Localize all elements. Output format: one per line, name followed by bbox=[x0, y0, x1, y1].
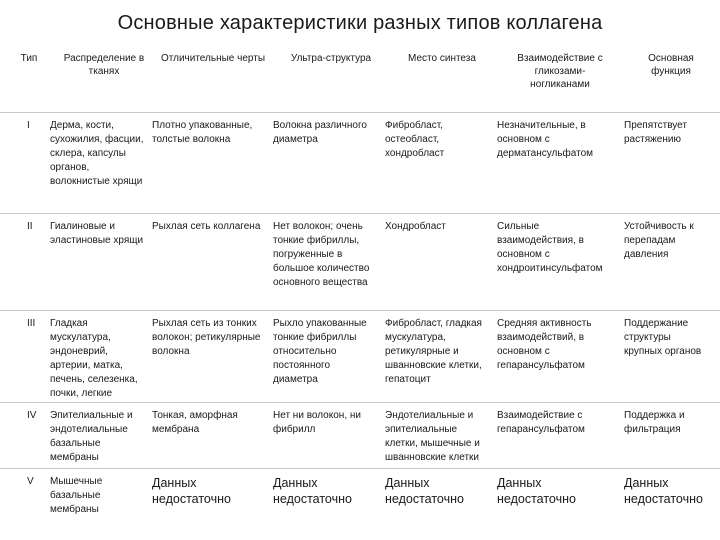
cell-ultrastructure: Волокна различного диаметра bbox=[273, 120, 367, 145]
page-title: Основные характеристики разных типов коллагена bbox=[117, 12, 603, 34]
cell-type: IV bbox=[27, 410, 37, 421]
header-ultrastructure: Ультра-структура bbox=[290, 53, 372, 64]
cell-function: Препятствует растяжению bbox=[624, 120, 687, 145]
cell-distribution: Дерма, кости, сухожилия, фасции, склера, капсулы органов, волокнистые хрящи bbox=[50, 120, 144, 187]
cell-ultrastructure: Данных недостаточно bbox=[273, 476, 352, 506]
cell-ultrastructure: Рыхло упакованные тонкие фибриллы относительно постоянного диаметра bbox=[273, 318, 367, 385]
cell-interaction: Данных недостаточно bbox=[497, 476, 576, 506]
header-type: Тип bbox=[20, 53, 38, 64]
table-row bbox=[0, 468, 720, 539]
cell-features: Плотно упакованные, толстые волокна bbox=[152, 120, 253, 145]
cell-distribution: Мышечные базальные мембраны bbox=[50, 476, 103, 515]
cell-interaction: Взаимодействие с гепарансульфатом bbox=[497, 410, 585, 435]
cell-distribution: Гиалиновые и эластиновые хрящи bbox=[50, 221, 144, 246]
header-function: Основная функция bbox=[648, 53, 694, 77]
cell-distribution: Эпителиальные и эндотелиальные базальные мембраны bbox=[50, 410, 133, 463]
cell-interaction: Незначительные, в основном с дерматансульфатом bbox=[497, 120, 594, 159]
cell-type: II bbox=[27, 221, 33, 232]
cell-type: V bbox=[27, 476, 34, 487]
cell-features: Рыхлая сеть из тонких волокон; ретикулярные волокна bbox=[152, 318, 261, 357]
cell-distribution: Гладкая мускулатура, эндоневрий, артерии, матка, печень, селезенка, почки, легкие bbox=[50, 318, 138, 399]
cell-synthesis: Фибробласт, гладкая мускулатура, ретикулярные и шванновские клетки, гепатоцит bbox=[385, 318, 482, 385]
cell-features: Тонкая, аморфная мембрана bbox=[152, 410, 238, 435]
header-interaction: Взаимодействие с гликозами-ногликанами bbox=[517, 53, 603, 90]
cell-function: Устойчивость к перепадам давления bbox=[624, 221, 694, 260]
cell-function: Поддержка и фильтрация bbox=[624, 410, 685, 435]
cell-ultrastructure: Нет волокон; очень тонкие фибриллы, погруженные в большое количество основного вещества bbox=[273, 221, 370, 288]
cell-type: III bbox=[27, 318, 36, 329]
cell-ultrastructure: Нет ни волокон, ни фибрилл bbox=[273, 410, 361, 435]
header-features: Отличительные черты bbox=[160, 53, 266, 64]
cell-features: Данных недостаточно bbox=[152, 476, 231, 506]
header-distribution: Распределение в тканях bbox=[63, 53, 145, 77]
cell-function: Данных недостаточно bbox=[624, 476, 703, 506]
cell-features: Рыхлая сеть коллагена bbox=[152, 221, 261, 232]
cell-synthesis: Хондробласт bbox=[385, 221, 446, 232]
cell-interaction: Средняя активность взаимодействий, в основном с гепарансульфатом bbox=[497, 318, 592, 371]
cell-synthesis: Фибробласт, остеобласт, хондробласт bbox=[385, 120, 445, 159]
table-row bbox=[0, 112, 720, 209]
table-row bbox=[0, 213, 720, 311]
table-row bbox=[0, 310, 720, 405]
header-synthesis: Место синтеза bbox=[408, 53, 476, 64]
table-row bbox=[0, 402, 720, 469]
cell-interaction: Сильные взаимодействия, в основном с хондроитинсульфатом bbox=[497, 221, 603, 274]
cell-synthesis: Эндотелиальные и эпителиальные клетки, мышечные и шванновские клетки bbox=[385, 410, 480, 463]
cell-type: I bbox=[27, 120, 30, 131]
cell-synthesis: Данных недостаточно bbox=[385, 476, 464, 506]
cell-function: Поддержание структуры крупных органов bbox=[624, 318, 702, 357]
